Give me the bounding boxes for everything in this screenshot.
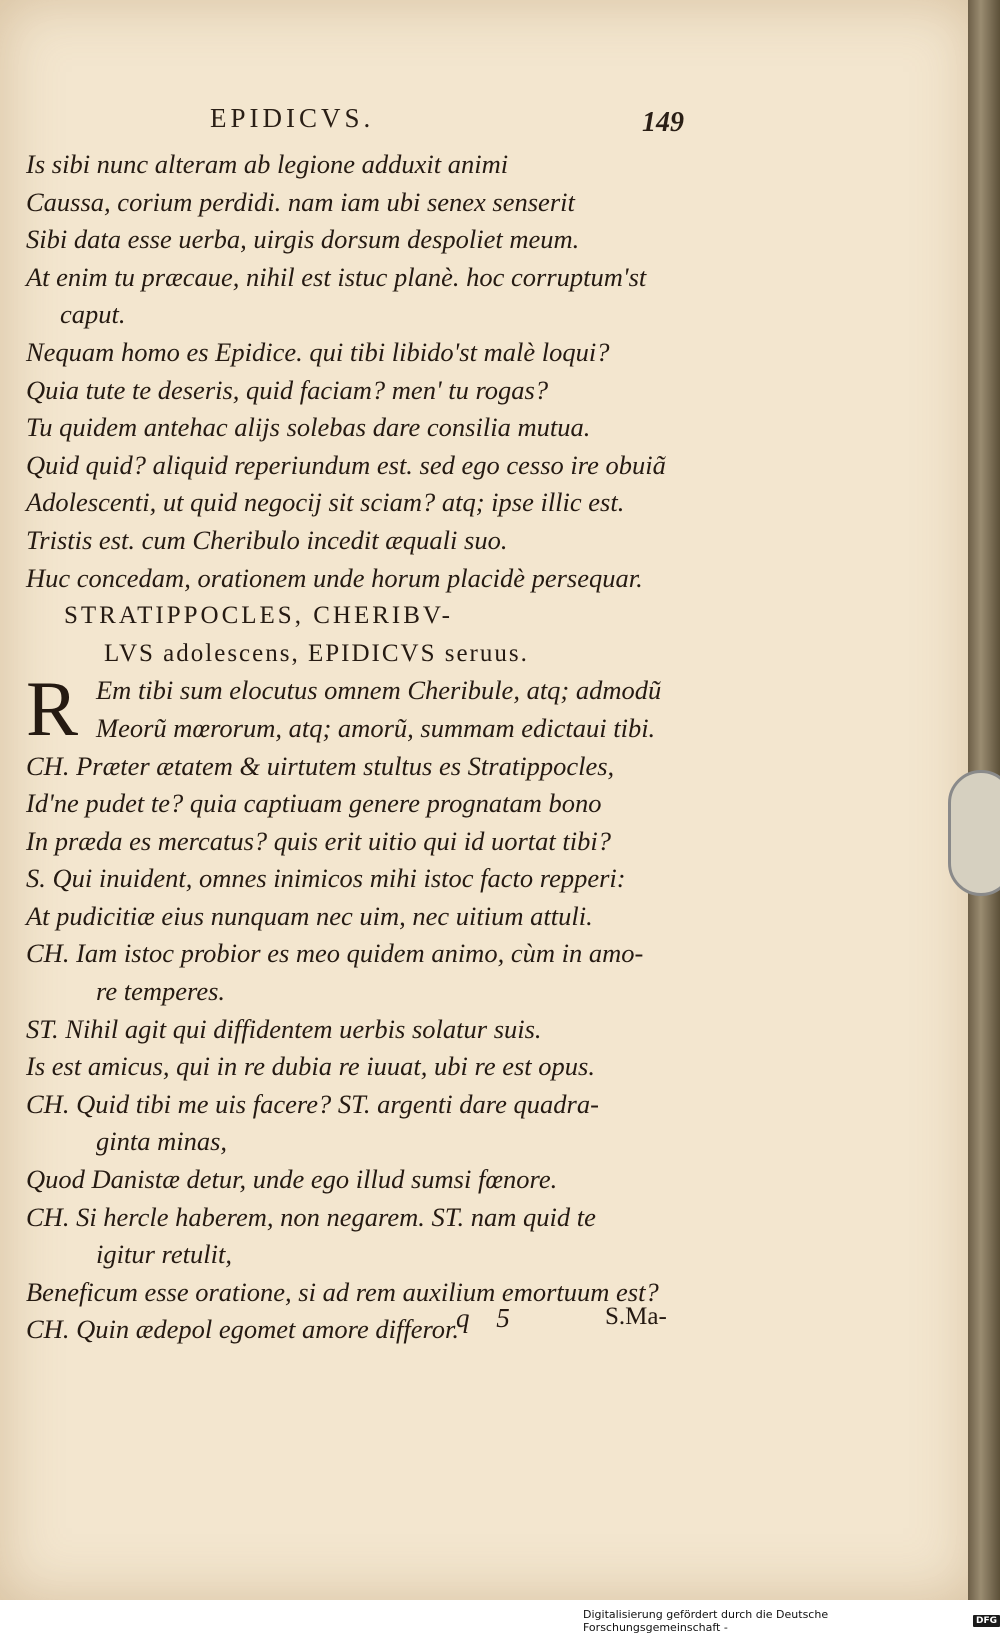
signature-mark: q 5 <box>456 1303 510 1333</box>
text-line: CH. Præter ætatem & uirtutem stultus es Stratippocles, <box>26 750 615 781</box>
dfg-logo: DFG <box>973 1615 1000 1627</box>
catchword: S.Ma- <box>605 1303 667 1330</box>
scene-heading: STRATIPPOCLES, CHERIBV- <box>64 602 453 630</box>
text-line: CH. Quid tibi me uis facere? ST. argenti dare quadra- <box>26 1088 599 1119</box>
text-line: Em tibi sum elocutus omnem Cheribule, atq; admodũ <box>96 675 662 706</box>
text-line: re temperes. <box>96 976 226 1007</box>
text-line: At enim tu præcaue, nihil est istuc planè. hoc corruptum'st <box>26 261 647 292</box>
text-line: Adolescenti, ut quid negocij sit sciam? atq; ipse illic est. <box>26 487 625 518</box>
text-line: In præda es mercatus? quis erit uitio qui id uortat tibi? <box>26 825 611 856</box>
digitization-credit <box>583 1608 1000 1634</box>
text-line: ST. Nihil agit qui diffidentem uerbis solatur suis. <box>26 1013 542 1044</box>
text-line: Is est amicus, qui in re dubia re iuuat, ubi re est opus. <box>26 1051 595 1082</box>
text-line: Id'ne pudet te? quia captiuam genere prognatam bono <box>26 788 602 819</box>
text-line: Tu quidem antehac alijs solebas dare consilia mutua. <box>26 412 591 443</box>
digitization-note: Digitalisierung gefördert durch die Deutsche Forschungsgemeinschaft - <box>583 1608 829 1634</box>
text-line: igitur retulit, <box>96 1239 232 1270</box>
text-line: CH. Quin ædepol egomet amore differor. <box>26 1314 460 1345</box>
text-line: Quid quid? aliquid reperiundum est. sed ego cesso ire obuiã <box>26 449 666 480</box>
text-line: Caussa, corium perdidi. nam iam ubi senex senserit <box>26 186 575 217</box>
text-line: Is sibi nunc alteram ab legione adduxit animi <box>26 149 509 179</box>
book-clasp <box>948 770 1000 896</box>
text-line: Sibi data esse uerba, uirgis dorsum despoliet meum. <box>26 224 580 255</box>
text-line: Beneficum esse oratione, si ad rem auxilium emortuum est? <box>26 1276 659 1307</box>
dropcap-paragraph <box>26 665 706 753</box>
text-line: Quod Danistæ detur, unde ego illud sumsi fœnore. <box>26 1164 558 1195</box>
scene-heading-continued: LVS adolescens, EPIDICVS seruus. <box>104 639 529 667</box>
text-line: Tristis est. cum Cheribulo incedit æquali suo. <box>26 524 508 555</box>
text-line: caput. <box>60 299 126 330</box>
running-head: EPIDICVS. <box>210 103 375 133</box>
text-line: CH. Si hercle haberem, non negarem. ST. nam quid te <box>26 1201 596 1232</box>
drop-capital: R <box>26 665 79 753</box>
text-line: Huc concedam, orationem unde horum placidè persequar. <box>26 562 643 593</box>
text-line: Meorũ mœrorum, atq; amorũ, summam edictaui tibi. <box>96 712 656 743</box>
text-line: At pudicitiæ eius nunquam nec uim, nec uitium attuli. <box>26 900 593 931</box>
page-number: 149 <box>642 107 684 138</box>
text-line: Quia tute te deseris, quid faciam? men' tu rogas? <box>26 374 549 405</box>
text-line: S. Qui inuident, omnes inimicos mihi istoc facto repperi: <box>26 863 626 894</box>
text-line: ginta minas, <box>96 1126 228 1157</box>
text-block <box>26 146 706 1349</box>
text-line: CH. Iam istoc probior es meo quidem animo, cùm in amo- <box>26 938 644 969</box>
text-line: Nequam homo es Epidice. qui tibi libido'st malè loqui? <box>26 336 610 367</box>
